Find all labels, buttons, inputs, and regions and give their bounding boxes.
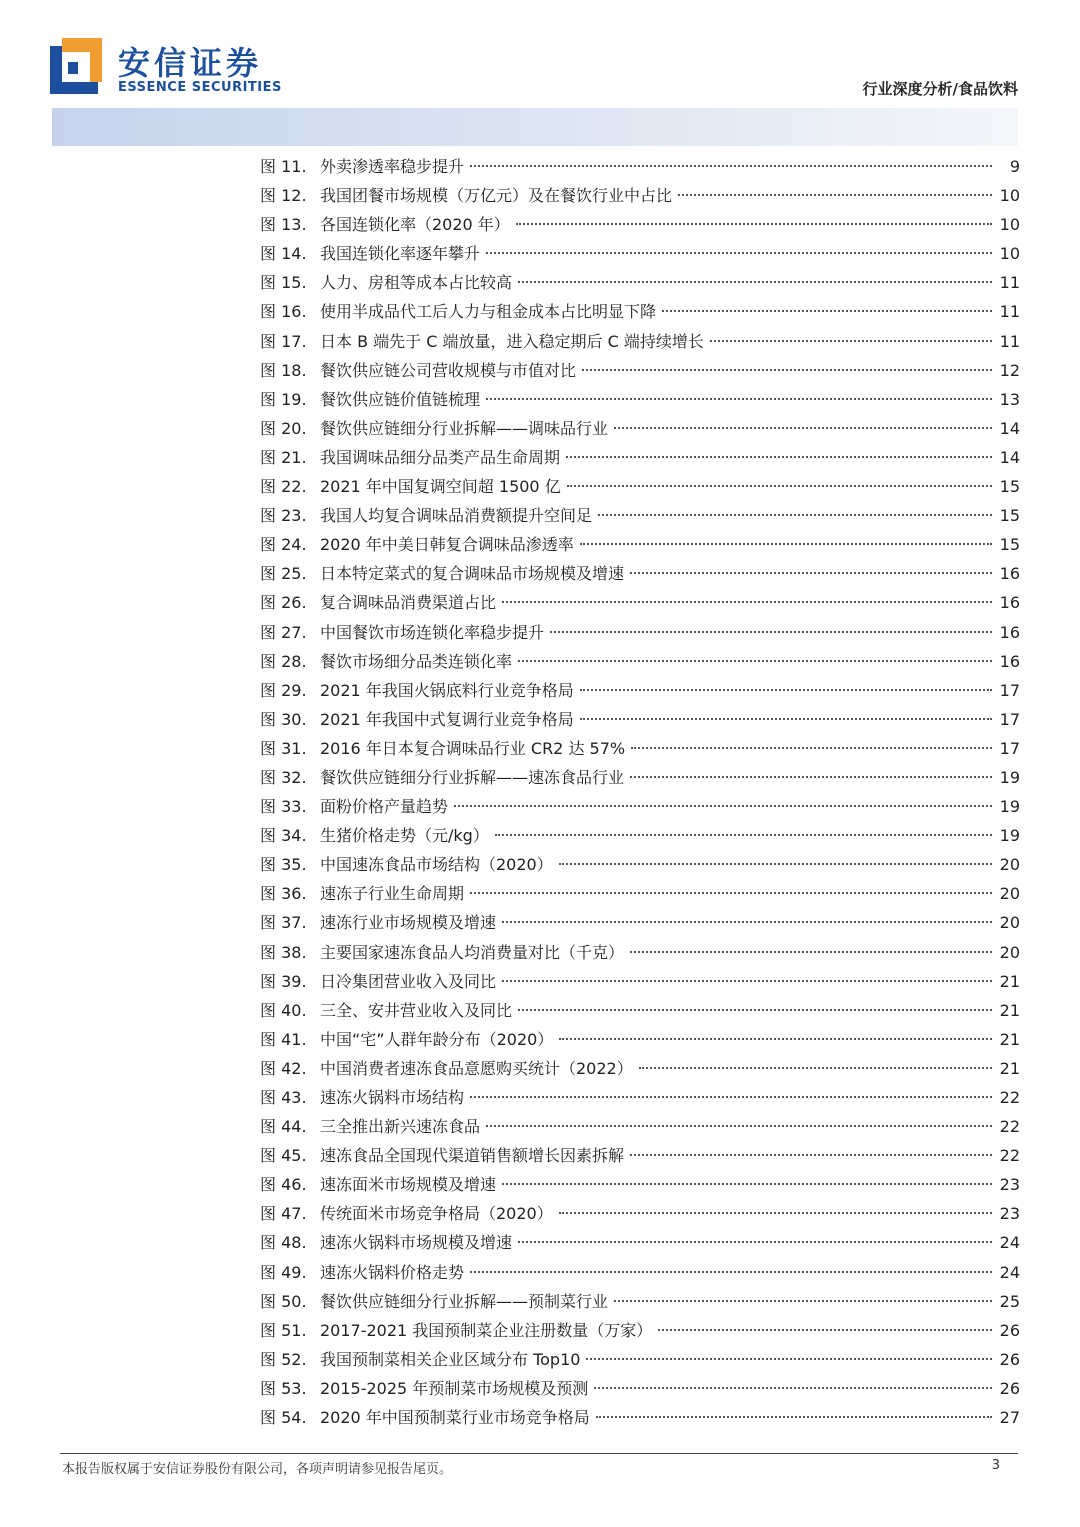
toc-page-number: 14 [999, 447, 1020, 467]
toc-page-number: 11 [999, 302, 1020, 322]
toc-entry[interactable] [260, 385, 1020, 414]
dot-leader [630, 776, 992, 778]
figure-title: 日本特定菜式的复合调味品市场规模及增速 [320, 564, 625, 584]
toc-entry[interactable] [260, 705, 1020, 734]
document-category: 行业深度分析/食品饮料 [862, 80, 1018, 98]
dot-leader [586, 1358, 992, 1360]
figure-title: 速冻行业市场规模及增速 [320, 913, 497, 933]
figure-label: 图 22. [260, 477, 307, 497]
figure-label: 图 40. [260, 1000, 307, 1020]
figure-title: 2021 年中国复调空间超 1500 亿 [320, 477, 561, 497]
toc-page-number: 24 [999, 1262, 1020, 1282]
figure-title: 2021 年我国火锅底料行业竞争格局 [320, 680, 574, 700]
figure-label: 图 21. [260, 447, 307, 467]
dot-leader [470, 1096, 992, 1098]
footer-divider [60, 1453, 1018, 1454]
dot-leader [559, 863, 992, 865]
toc-entry[interactable] [260, 879, 1020, 908]
toc-page-number: 23 [999, 1175, 1020, 1195]
toc-page-number: 11 [999, 273, 1020, 293]
figure-label: 图 48. [260, 1233, 307, 1253]
figure-title: 餐饮供应链细分行业拆解——预制菜行业 [320, 1291, 609, 1311]
figure-label: 图 54. [260, 1408, 307, 1428]
dot-leader [518, 1241, 992, 1243]
toc-page-number: 9 [1009, 157, 1020, 176]
toc-page-number: 16 [999, 651, 1020, 671]
dot-leader [580, 543, 992, 545]
dot-leader [658, 1329, 992, 1331]
figure-title: 餐饮供应链细分行业拆解——调味品行业 [320, 418, 609, 438]
figure-title: 餐饮市场细分品类连锁化率 [320, 651, 513, 671]
figure-label: 图 25. [260, 564, 307, 584]
toc-page-number: 27 [999, 1408, 1020, 1428]
figure-title: 2017-2021 我国预制菜企业注册数量（万家） [320, 1320, 653, 1340]
figure-label: 图 34. [260, 826, 307, 846]
toc-entry[interactable] [260, 647, 1020, 676]
toc-page-number: 19 [999, 826, 1020, 846]
figure-label: 图 37. [260, 913, 307, 933]
dot-leader [582, 369, 992, 371]
toc-entry[interactable] [260, 1199, 1020, 1228]
toc-entry[interactable] [260, 850, 1020, 879]
toc-entry[interactable] [260, 181, 1020, 210]
figure-title: 我国团餐市场规模（万亿元）及在餐饮行业中占比 [320, 186, 673, 206]
figure-label: 图 49. [260, 1262, 307, 1282]
toc-page-number: 23 [999, 1204, 1020, 1224]
dot-leader [495, 834, 992, 836]
toc-entry[interactable] [260, 676, 1020, 705]
toc-page-number: 13 [999, 389, 1020, 409]
figure-title: 中国消费者速冻食品意愿购买统计（2022） [320, 1058, 633, 1078]
figure-title: 中国速冻食品市场结构（2020） [320, 855, 553, 875]
dot-leader [678, 194, 992, 196]
toc-entry[interactable] [260, 559, 1020, 588]
figure-title: 餐饮供应链价值链梳理 [320, 389, 481, 409]
toc-entry[interactable] [260, 239, 1020, 268]
toc-entry[interactable] [260, 1083, 1020, 1112]
toc-page-number: 22 [999, 1088, 1020, 1107]
toc-page-number: 10 [999, 186, 1020, 206]
figure-label: 图 42. [260, 1058, 307, 1078]
toc-entry[interactable] [260, 152, 1020, 181]
toc-page-number: 20 [999, 913, 1020, 933]
toc-page-number: 12 [999, 360, 1020, 380]
dot-leader [630, 1154, 992, 1156]
figure-title: 日冷集团营业收入及同比 [320, 971, 497, 991]
figure-label: 图 38. [260, 942, 307, 962]
toc-page-number: 24 [999, 1233, 1020, 1253]
figure-title: 速冻食品全国现代渠道销售额增长因素拆解 [320, 1146, 625, 1166]
figure-title: 2016 年日本复合调味品行业 CR2 达 57% [320, 738, 626, 758]
toc-page-number: 26 [999, 1378, 1020, 1398]
figure-label: 图 35. [260, 855, 307, 875]
toc-page-number: 20 [999, 855, 1020, 875]
figure-title: 2015-2025 年预制菜市场规模及预测 [320, 1378, 589, 1398]
toc-page-number: 26 [999, 1320, 1020, 1340]
toc-entry[interactable] [260, 356, 1020, 385]
figure-label: 图 23. [260, 506, 307, 526]
dot-leader [470, 892, 992, 894]
figure-index-list [260, 152, 1020, 1432]
toc-page-number: 20 [999, 942, 1020, 962]
dot-leader [614, 1300, 992, 1302]
dot-leader [550, 631, 992, 633]
toc-page-number: 11 [999, 331, 1020, 351]
dot-leader [559, 1038, 992, 1040]
dot-leader [662, 310, 992, 312]
dot-leader [516, 223, 992, 225]
figure-title: 外卖渗透率稳步提升 [320, 157, 465, 176]
figure-label: 图 15. [260, 273, 307, 293]
toc-entry[interactable] [260, 734, 1020, 763]
dot-leader [614, 427, 992, 429]
dot-leader [518, 660, 992, 662]
figure-title: 2020 年中美日韩复合调味品渗透率 [320, 535, 574, 555]
figure-label: 图 45. [260, 1146, 307, 1166]
figure-title: 我国预制菜相关企业区域分布 Top10 [320, 1349, 581, 1369]
page-number: 3 [991, 1458, 1000, 1473]
toc-page-number: 16 [999, 593, 1020, 613]
figure-title: 速冻子行业生命周期 [320, 884, 465, 904]
dot-leader [502, 601, 992, 603]
toc-page-number: 17 [999, 680, 1020, 700]
dot-leader [486, 252, 992, 254]
toc-page-number: 17 [999, 738, 1020, 758]
dot-leader [454, 805, 992, 807]
figure-label: 图 33. [260, 797, 307, 817]
toc-entry[interactable] [260, 996, 1020, 1025]
dot-leader [710, 340, 992, 342]
dot-leader [502, 1183, 992, 1185]
toc-entry[interactable] [260, 472, 1020, 501]
figure-label: 图 14. [260, 244, 307, 264]
toc-entry[interactable] [260, 1141, 1020, 1170]
figure-title: 中国餐饮市场连锁化率稳步提升 [320, 622, 545, 642]
figure-label: 图 52. [260, 1349, 307, 1369]
toc-entry[interactable] [260, 268, 1020, 297]
figure-label: 图 44. [260, 1117, 307, 1137]
toc-entry[interactable] [260, 618, 1020, 647]
toc-page-number: 16 [999, 622, 1020, 642]
toc-page-number: 21 [999, 971, 1020, 991]
figure-label: 图 36. [260, 884, 307, 904]
figure-label: 图 26. [260, 593, 307, 613]
toc-entry[interactable] [260, 792, 1020, 821]
dot-leader [639, 1067, 992, 1069]
figure-title: 速冻面米市场规模及增速 [320, 1175, 497, 1195]
figure-title: 生猪价格走势（元/kg） [320, 826, 489, 846]
toc-page-number: 25 [999, 1291, 1020, 1311]
figure-title: 餐饮供应链细分行业拆解——速冻食品行业 [320, 767, 625, 787]
toc-page-number: 19 [999, 797, 1020, 817]
figure-label: 图 50. [260, 1291, 307, 1311]
toc-page-number: 20 [999, 884, 1020, 904]
toc-page-number: 15 [999, 535, 1020, 555]
toc-page-number: 15 [999, 477, 1020, 497]
figure-title: 2021 年我国中式复调行业竞争格局 [320, 709, 574, 729]
figure-label: 图 12. [260, 186, 307, 206]
figure-title: 我国人均复合调味品消费额提升空间足 [320, 506, 593, 526]
toc-entry[interactable] [260, 588, 1020, 617]
dot-leader [596, 1416, 992, 1418]
figure-label: 图 13. [260, 215, 307, 235]
figure-title: 速冻火锅料市场规模及增速 [320, 1233, 513, 1253]
figure-title: 三全、安井营业收入及同比 [320, 1000, 513, 1020]
toc-entry[interactable] [260, 210, 1020, 239]
toc-entry[interactable] [260, 501, 1020, 530]
dot-leader [630, 572, 992, 574]
figure-label: 图 30. [260, 709, 307, 729]
dot-leader [594, 1387, 992, 1389]
figure-label: 图 27. [260, 622, 307, 642]
dot-leader [559, 1212, 992, 1214]
toc-entry[interactable] [260, 821, 1020, 850]
toc-page-number: 19 [999, 767, 1020, 787]
figure-label: 图 41. [260, 1029, 307, 1049]
toc-page-number: 21 [999, 1000, 1020, 1020]
figure-label: 图 17. [260, 331, 307, 351]
figure-label: 图 11. [260, 157, 307, 176]
toc-page-number: 14 [999, 418, 1020, 438]
toc-entry[interactable] [260, 1316, 1020, 1345]
toc-page-number: 21 [999, 1058, 1020, 1078]
figure-title: 中国“宅”人群年龄分布（2020） [320, 1029, 554, 1049]
dot-leader [630, 951, 992, 953]
toc-entry[interactable] [260, 967, 1020, 996]
figure-title: 我国连锁化率逐年攀升 [320, 244, 481, 264]
figure-title: 使用半成品代工后人力与租金成本占比明显下降 [320, 302, 657, 322]
figure-label: 图 28. [260, 651, 307, 671]
figure-label: 图 29. [260, 680, 307, 700]
dot-leader [631, 747, 992, 749]
toc-entry[interactable] [260, 297, 1020, 326]
toc-entry[interactable] [260, 443, 1020, 472]
figure-title: 速冻火锅料市场结构 [320, 1088, 465, 1107]
toc-page-number: 21 [999, 1029, 1020, 1049]
figure-label: 图 32. [260, 767, 307, 787]
dot-leader [502, 921, 992, 923]
dot-leader [470, 1271, 992, 1273]
dot-leader [486, 398, 992, 400]
essence-logo-icon [50, 38, 106, 94]
figure-label: 图 53. [260, 1378, 307, 1398]
toc-entry[interactable] [260, 763, 1020, 792]
figure-label: 图 19. [260, 389, 307, 409]
toc-page-number: 16 [999, 564, 1020, 584]
dot-leader [518, 1009, 992, 1011]
brand-name-en: ESSENCE SECURITIES [118, 80, 282, 95]
toc-entry[interactable] [260, 1054, 1020, 1083]
brand-name-cn: 安信证券 [118, 44, 263, 82]
dot-leader [580, 689, 992, 691]
figure-label: 图 20. [260, 418, 307, 438]
figure-label: 图 39. [260, 971, 307, 991]
dot-leader [566, 456, 992, 458]
dot-leader [486, 1125, 992, 1127]
figure-label: 图 16. [260, 302, 307, 322]
figure-title: 面粉价格产量趋势 [320, 797, 449, 817]
figure-title: 速冻火锅料价格走势 [320, 1262, 465, 1282]
toc-entry[interactable] [260, 1374, 1020, 1403]
figure-title: 复合调味品消费渠道占比 [320, 593, 497, 613]
figure-label: 图 46. [260, 1175, 307, 1195]
toc-entry[interactable] [260, 938, 1020, 967]
dot-leader [580, 718, 992, 720]
copyright-notice: 本报告版权属于安信证券股份有限公司，各项声明请参见报告尾页。 [62, 1462, 453, 1477]
toc-entry[interactable] [260, 1345, 1020, 1374]
toc-entry[interactable] [260, 530, 1020, 559]
figure-label: 图 18. [260, 360, 307, 380]
toc-entry[interactable] [260, 1112, 1020, 1141]
toc-entry[interactable] [260, 1228, 1020, 1257]
figure-label: 图 24. [260, 535, 307, 555]
figure-label: 图 43. [260, 1088, 307, 1107]
dot-leader [598, 514, 992, 516]
toc-entry[interactable] [260, 414, 1020, 443]
toc-entry[interactable] [260, 1403, 1020, 1432]
dot-leader [567, 485, 992, 487]
figure-label: 图 31. [260, 738, 307, 758]
dot-leader [518, 281, 992, 283]
header-band [52, 108, 1018, 146]
toc-page-number: 10 [999, 244, 1020, 264]
toc-page-number: 17 [999, 709, 1020, 729]
figure-title: 餐饮供应链公司营收规模与市值对比 [320, 360, 577, 380]
figure-label: 图 51. [260, 1320, 307, 1340]
toc-entry[interactable] [260, 1170, 1020, 1199]
toc-entry[interactable] [260, 908, 1020, 937]
figure-title: 日本 B 端先于 C 端放量，进入稳定期后 C 端持续增长 [320, 331, 704, 351]
toc-page-number: 22 [999, 1117, 1020, 1137]
figure-title: 传统面米市场竞争格局（2020） [320, 1204, 553, 1224]
figure-title: 人力、房租等成本占比较高 [320, 273, 513, 293]
toc-entry[interactable] [260, 327, 1020, 356]
figure-title: 我国调味品细分品类产品生命周期 [320, 447, 561, 467]
figure-title: 主要国家速冻食品人均消费量对比（千克） [320, 942, 625, 962]
toc-page-number: 26 [999, 1349, 1020, 1369]
figure-label: 图 47. [260, 1204, 307, 1224]
figure-title: 各国连锁化率（2020 年） [320, 215, 510, 235]
toc-page-number: 22 [999, 1146, 1020, 1166]
dot-leader [470, 165, 992, 167]
toc-page-number: 10 [999, 215, 1020, 235]
figure-title: 三全推出新兴速冻食品 [320, 1117, 481, 1137]
toc-entry[interactable] [260, 1287, 1020, 1316]
toc-entry[interactable] [260, 1025, 1020, 1054]
dot-leader [502, 980, 992, 982]
figure-title: 2020 年中国预制菜行业市场竞争格局 [320, 1408, 590, 1428]
toc-entry[interactable] [260, 1258, 1020, 1287]
toc-page-number: 15 [999, 506, 1020, 526]
